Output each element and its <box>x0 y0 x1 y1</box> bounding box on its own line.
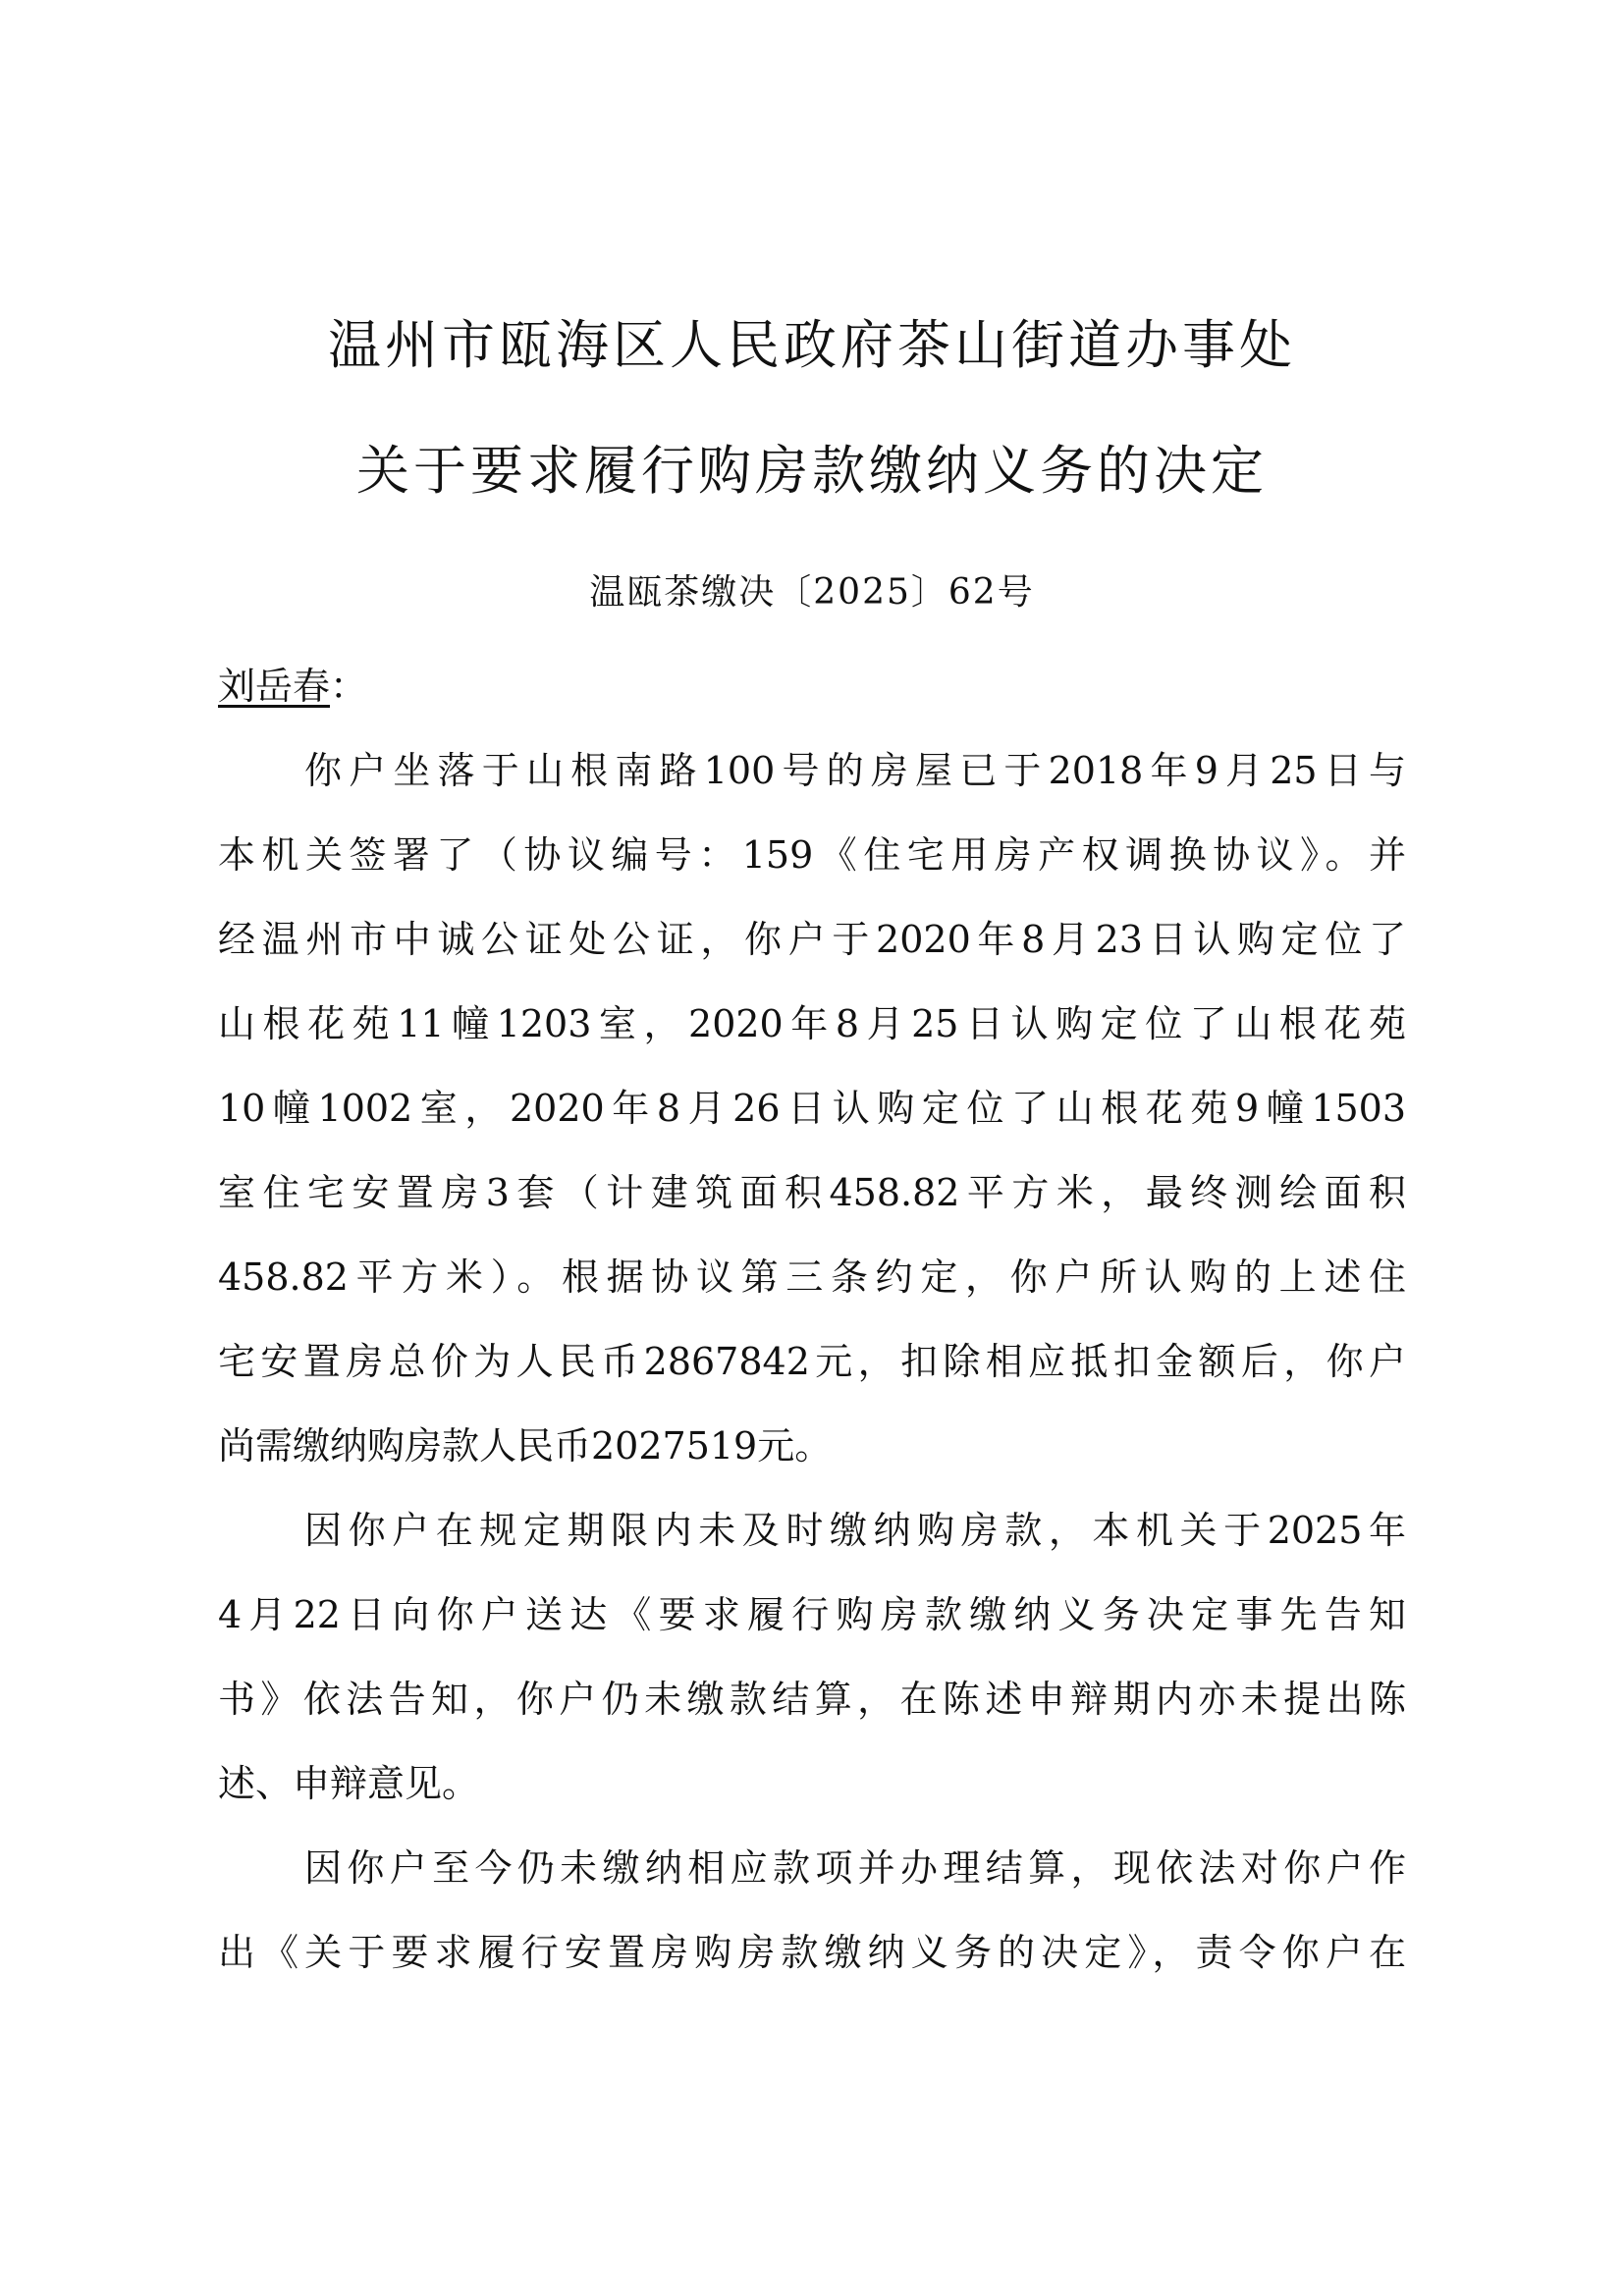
paragraph1-line: 你户坐落于山根南路100号的房屋已于2018年9月25日与 <box>304 749 1406 792</box>
recipient-salutation <box>218 664 367 709</box>
paragraph2-line: 述、申辩意见。 <box>218 1762 480 1805</box>
paragraph1-line: 本机关签署了（协议编号：159《住宅用房产权调换协议》。并 <box>218 833 1406 877</box>
paragraph2-line: 因你户在规定期限内未及时缴纳购房款，本机关于2025年 <box>304 1509 1406 1552</box>
paragraph1-line: 经温州市中诚公证处公证，你户于2020年8月23日认购定位了 <box>218 918 1406 961</box>
paragraph1-line: 宅安置房总价为人民币2867842元，扣除相应抵扣金额后，你户 <box>218 1340 1406 1383</box>
paragraph3-line: 因你户至今仍未缴纳相应款项并办理结算，现依法对你户作 <box>304 1846 1406 1890</box>
paragraph2-line: 书》依法告知，你户仍未缴款结算，在陈述申辩期内亦未提出陈 <box>218 1678 1406 1721</box>
document-number: 温瓯茶缴决〔2025〕62号 <box>589 572 1035 613</box>
recipient-name: 刘岳春 <box>218 665 331 708</box>
paragraph1-line: 山根花苑11幢1203室，2020年8月25日认购定位了山根花苑 <box>218 1002 1406 1045</box>
paragraph2-line: 4月22日向你户送达《要求履行购房款缴纳义务决定事先告知 <box>218 1593 1406 1636</box>
document-title-line1: 温州市瓯海区人民政府茶山街道办事处 <box>328 314 1296 376</box>
paragraph1-line: 10幢1002室，2020年8月26日认购定位了山根花苑9幢1503 <box>218 1087 1406 1130</box>
recipient-colon: ： <box>330 665 368 708</box>
paragraph1-line: 458.82平方米）。根据协议第三条约定，你户所认购的上述住 <box>218 1255 1406 1299</box>
paragraph3-line: 出《关于要求履行安置房购房款缴纳义务的决定》，责令你户在 <box>218 1931 1406 1974</box>
document-title-line2: 关于要求履行购房款缴纳义务的决定 <box>356 440 1268 502</box>
paragraph1-line: 室住宅安置房3套（计建筑面积458.82平方米，最终测绘面积 <box>218 1171 1406 1214</box>
paragraph1-line: 尚需缴纳购房款人民币2027519元。 <box>218 1424 833 1468</box>
